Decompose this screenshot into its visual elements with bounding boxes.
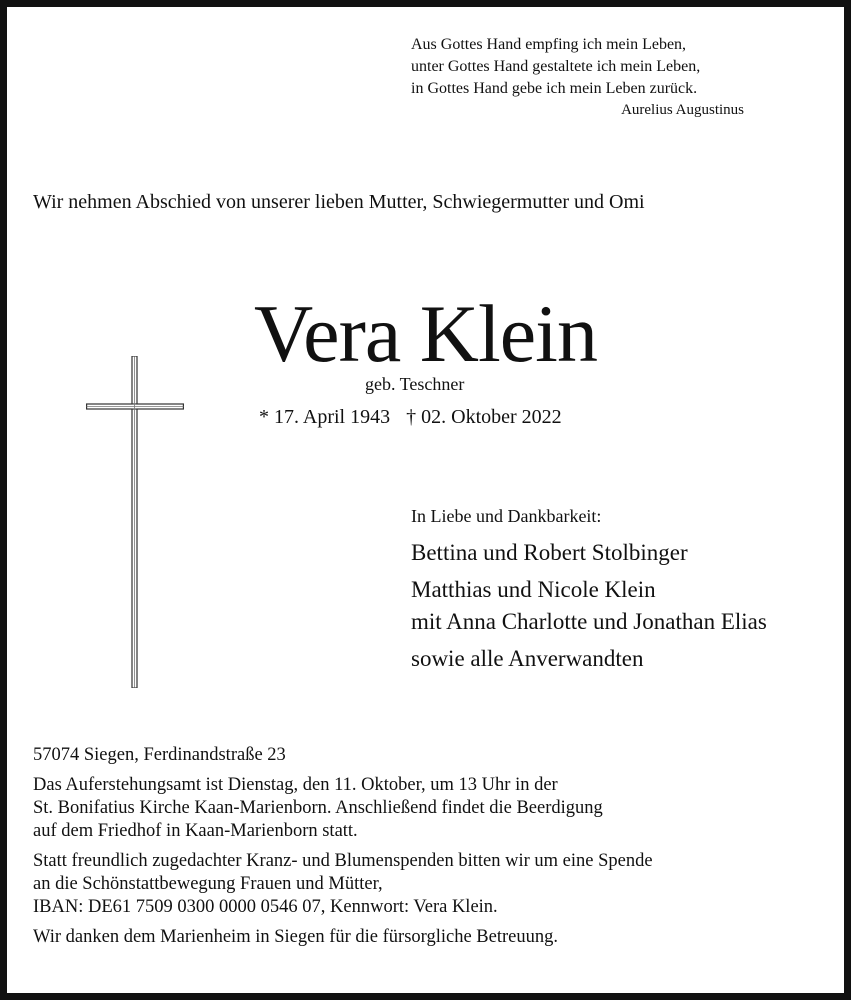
funeral-details	[33, 744, 823, 956]
death-date: † 02. Oktober 2022	[406, 406, 562, 428]
mourners-block	[411, 503, 831, 675]
farewell-intro: Wir nehmen Abschied von unserer lieben Mutter, Schwiegermutter und Omi	[33, 191, 645, 213]
thanks-text: Wir danken dem Marienheim in Siegen für die fürsorgliche Betreuung.	[33, 927, 558, 947]
birth-date: * 17. April 1943	[259, 406, 391, 428]
mourner-line: Bettina und Robert Stolbinger	[411, 540, 688, 565]
thanks	[33, 926, 823, 949]
donation-line: IBAN: DE61 7509 0300 0000 0546 07, Kennwort: Vera Klein.	[33, 897, 498, 917]
quote-line: in Gottes Hand gebe ich mein Leben zurück.	[411, 80, 698, 97]
deceased-name-text: Vera Klein	[254, 288, 597, 379]
quote-line: unter Gottes Hand gestaltete ich mein Leben,	[411, 58, 701, 75]
quote-author: Aurelius Augustinus	[621, 102, 744, 118]
donation-line: an die Schönstattbewegung Frauen und Mütter,	[33, 874, 383, 894]
cross-icon	[86, 356, 184, 688]
service-line: auf dem Friedhof in Kaan-Marienborn statt.	[33, 821, 358, 841]
epigraph-quote	[411, 34, 756, 120]
mourners-heading: In Liebe und Dankbarkeit:	[411, 506, 602, 526]
address	[33, 744, 823, 767]
service-line: Das Auferstehungsamt ist Dienstag, den 11. Oktober, um 13 Uhr in der	[33, 775, 558, 795]
mourner-line: mit Anna Charlotte und Jonathan Elias	[411, 609, 767, 634]
mourner-line: sowie alle Anverwandten	[411, 646, 644, 671]
service-line: St. Bonifatius Kirche Kaan-Marienborn. Anschließend findet die Beerdigung	[33, 798, 603, 818]
donation-info	[33, 850, 823, 919]
quote-line: Aus Gottes Hand empfing ich mein Leben,	[411, 36, 687, 53]
address-text: 57074 Siegen, Ferdinandstraße 23	[33, 745, 286, 765]
mourner-line: Matthias und Nicole Klein	[411, 577, 656, 602]
donation-line: Statt freundlich zugedachter Kranz- und Blumenspenden bitten wir um eine Spende	[33, 851, 653, 871]
birth-name: geb. Teschner	[365, 374, 465, 394]
life-dates	[259, 403, 562, 431]
service-info	[33, 774, 823, 843]
